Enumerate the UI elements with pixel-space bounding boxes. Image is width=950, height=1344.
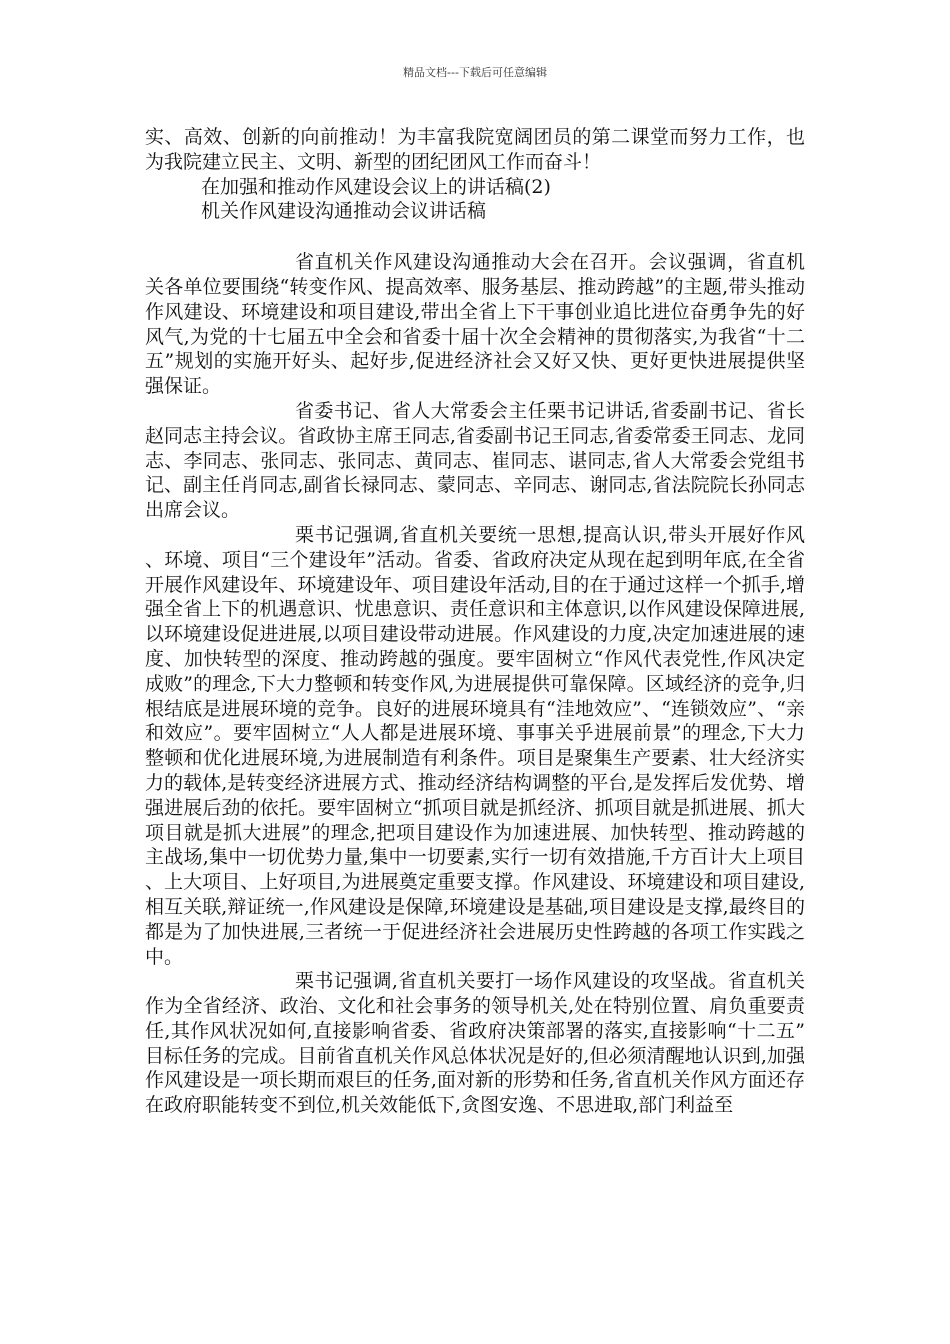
paragraph-style-campaign: 栗书记强调,省直机关要打一场作风建设的攻坚战。省直机关作为全省经济、政治、文化和社会事务的领导机关,处在特别位置、肩负重要责任,其作风状况如何,直接影响省委、省政府决策部署的落实,直接影响“十二五”目标任务的完成。目前省直机关作风总体状况是好的,但必须清醒地认识到,加强作风建设是一项长期而艰巨的任务,面对新的形势和任务,省直机关作风方面还存在政府职能转变不到位,机关效能低下,贪图安逸、不思进取,部门利益至 xyxy=(145,970,805,1117)
paragraph-meeting-summary: 省直机关作风建设沟通推动大会在召开。会议强调，省直机关各单位要围绕“转变作风、提高效率、服务基层、推动跨越”的主题,带头推动作风建设、环境建设和项目建设,带出全省上下干事创业追比进位奋勇争先的好风气,为党的十七届五中全会和省委十届十次全会精神的贯彻落实,为我省“十二五”规划的实施开好头、起好步,促进经济社会又好又快、更好更快进展提供坚强保证。 xyxy=(145,251,805,398)
page-header: 精品文档---下载后可任意编辑 xyxy=(403,66,547,79)
paragraph-three-constructions: 栗书记强调,省直机关要统一思想,提高认识,带头开展好作风、环境、项目“三个建设年”活动。省委、省政府决定从现在起到明年底,在全省开展作风建设年、环境建设年、项目建设年活动,目的在于通过这样一个抓手,增强全省上下的机遇意识、忧患意识、责任意识和主体意识,以作风建设保障进展,以环境建设促进进展,以项目建设带动进展。作风建设的力度,决定加速进展的速度、加快转型的深度、推动跨越的强度。要牢固树立“作风代表党性,作风决定成败”的理念,下大力整顿和转变作风,为进展提供可靠保障。区域经济的竞争,归根结底是进展环境的竞争。良好的进展环境具有“洼地效应”、“连锁效应”、“亲和效应”。要牢固树立“人人都是进展环境、事事关乎进展前景”的理念,下大力整顿和优化进展环境,为进展制造有利条件。项目是聚集生产要素、壮大经济实力的载体,是转变经济进展方式、推动经济结构调整的平台,是发挥后发优势、增强进展后劲的依托。要牢固树立“抓项目就是抓经济、抓项目就是抓进展、抓大项目就是抓大进展”的理念,把项目建设作为加速进展、加快转型、推动跨越的主战场,集中一切优势力量,集中一切要素,实行一切有效措施,千方百计大上项目、上大项目、上好项目,为进展奠定重要支撑。作风建设、环境建设和项目建设,相互关联,辩证统一,作风建设是保障,环境建设是基础,项目建设是支撑,最终目的都是为了加快进展,三者统一于促进经济社会进展历史性跨越的各项工作实践之中。 xyxy=(145,523,805,968)
document-body xyxy=(145,125,805,1118)
blank-line xyxy=(145,224,805,250)
paragraph-attendees: 省委书记、省人大常委会主任栗书记讲话,省委副书记、省长赵同志主持会议。省政协主席王同志,省委副书记王同志,省委常委王同志、龙同志、李同志、张同志、张同志、黄同志、崔同志、谌同志,省人大常委会党组书记、副主任肖同志,副省长禄同志、蒙同志、辛同志、谢同志,省法院院长孙同志出席会议。 xyxy=(145,399,805,522)
speech-title: 在加强和推动作风建设会议上的讲话稿(2) xyxy=(201,175,551,198)
opening-paragraph: 实、高效、创新的向前推动！为丰富我院宽阔团员的第二课堂而努力工作，也为我院建立民主、文明、新型的团纪团风工作而奋斗！ xyxy=(145,126,805,173)
speech-subtitle: 机关作风建设沟通推动会议讲话稿 xyxy=(201,200,487,223)
